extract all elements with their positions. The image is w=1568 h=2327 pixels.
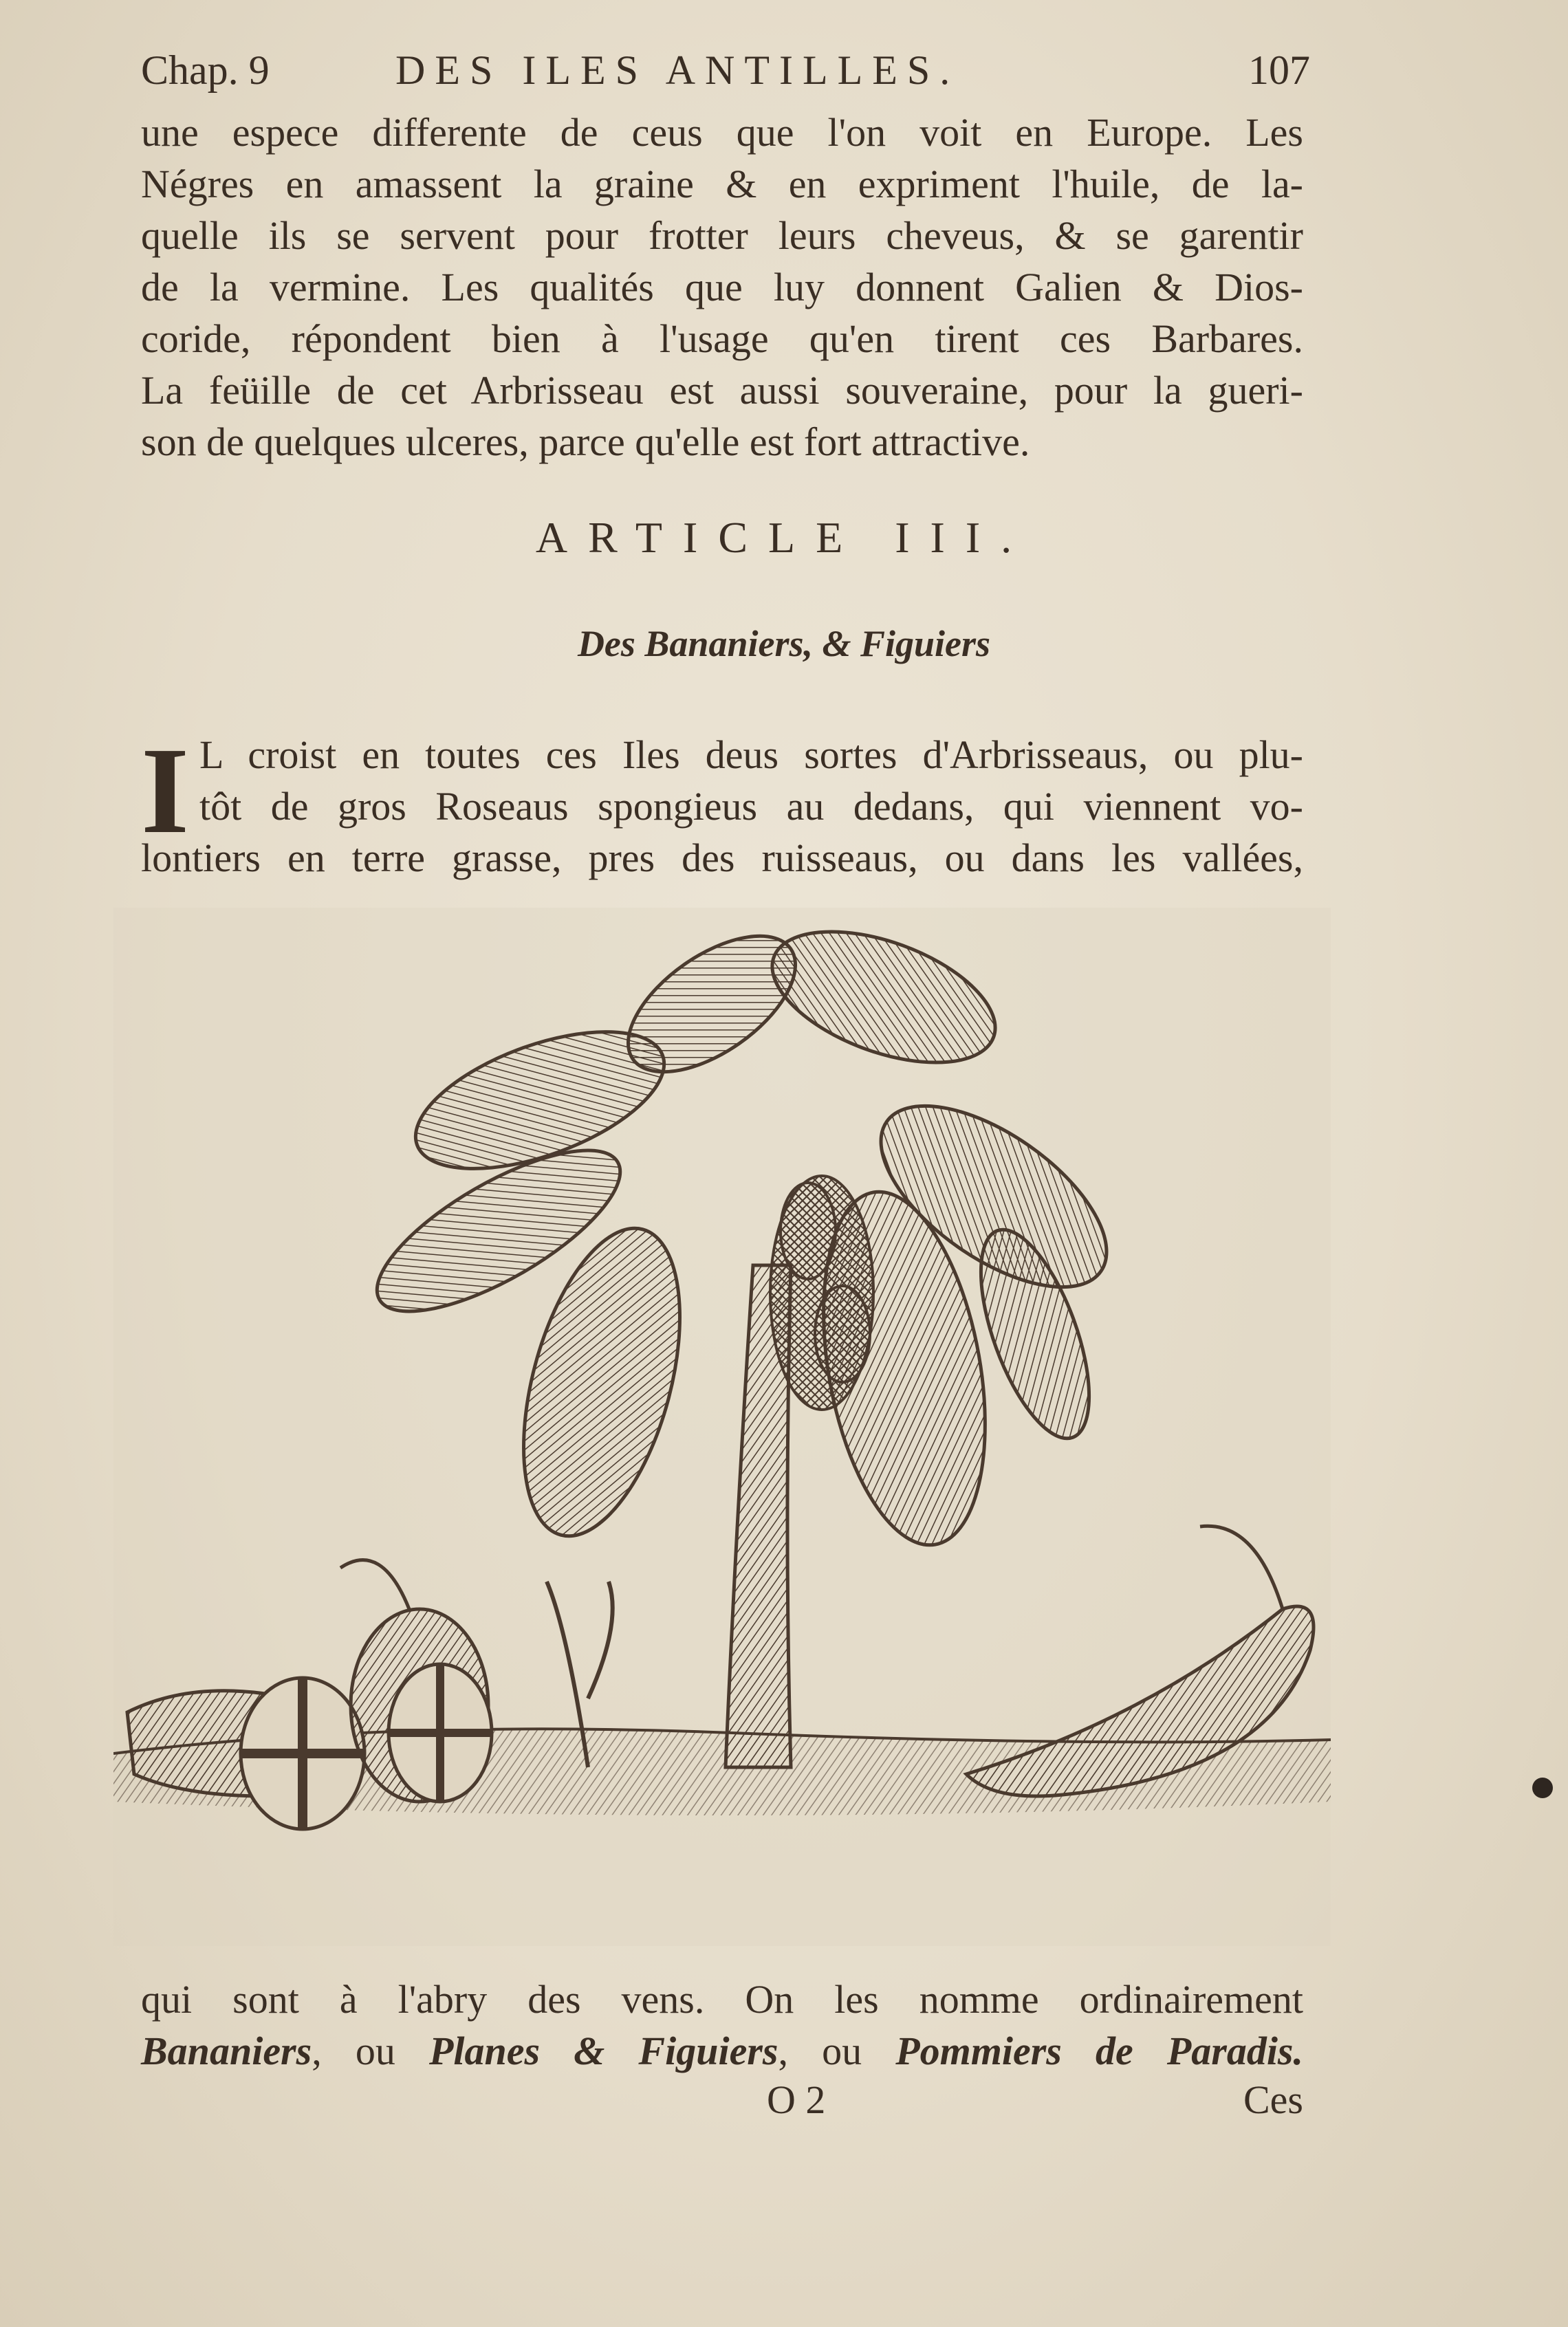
text-fragment: , ou xyxy=(312,2029,429,2073)
paragraph-1 xyxy=(141,107,1303,468)
article-heading: ARTICLE III. xyxy=(535,513,1033,562)
text-line: tôt de gros Roseaus spongieus au dedans, qui viennent vo- xyxy=(199,784,1303,829)
text-line: L croist en toutes ces Iles deus sortes d'Arbrisseaus, ou plu- xyxy=(199,732,1303,777)
signature-mark: O 2 xyxy=(767,2077,826,2122)
text-line: La feüille de cet Arbrisseau est aussi souveraine, pour la gueri- xyxy=(141,368,1303,413)
paper-hole xyxy=(1532,1778,1553,1798)
running-title: DES ILES ANTILLES. xyxy=(395,47,960,93)
text-line: lontiers en terre grasse, pres des ruisseaus, ou dans les vallées, xyxy=(141,835,1303,880)
text-line xyxy=(141,2025,1303,2077)
banana-bunch xyxy=(770,1176,873,1410)
text-line: coride, répondent bien à l'usage qu'en tirent ces Barbares. xyxy=(141,316,1303,361)
running-header xyxy=(141,40,1310,102)
paragraph-2 xyxy=(141,722,1303,884)
text-line: quelle ils se servent pour frotter leurs cheveus, & se garentir xyxy=(141,213,1303,258)
drop-capital: I xyxy=(141,722,190,859)
banana-tree-engraving xyxy=(113,908,1331,1946)
text-line: une espece differente de ceus que l'on voit en Europe. Les xyxy=(141,110,1303,155)
catchword: Ces xyxy=(1243,2077,1303,2122)
article-subheading: Des Bananiers, & Figuiers xyxy=(577,623,991,664)
text-line: Négres en amassent la graine & en expriment l'huile, de la- xyxy=(141,162,1303,206)
text-fragment: , ou xyxy=(778,2029,896,2073)
italic-term: Planes & Figuiers xyxy=(428,2029,778,2073)
text-line: qui sont à l'abry des vens. On les nomme ordinairement xyxy=(141,1977,1303,2022)
text-line: de la vermine. Les qualités que luy donnent Galien & Dios- xyxy=(141,265,1303,309)
italic-term: Bananiers xyxy=(141,2029,312,2073)
page-number: 107 xyxy=(1248,47,1310,93)
italic-term: Pommiers de Paradis. xyxy=(895,2029,1303,2073)
chapter-label: Chap. 9 xyxy=(141,47,270,93)
text-line: son de quelques ulceres, parce qu'elle est fort attractive. xyxy=(141,419,1030,464)
paragraph-3 xyxy=(141,1974,1303,2077)
